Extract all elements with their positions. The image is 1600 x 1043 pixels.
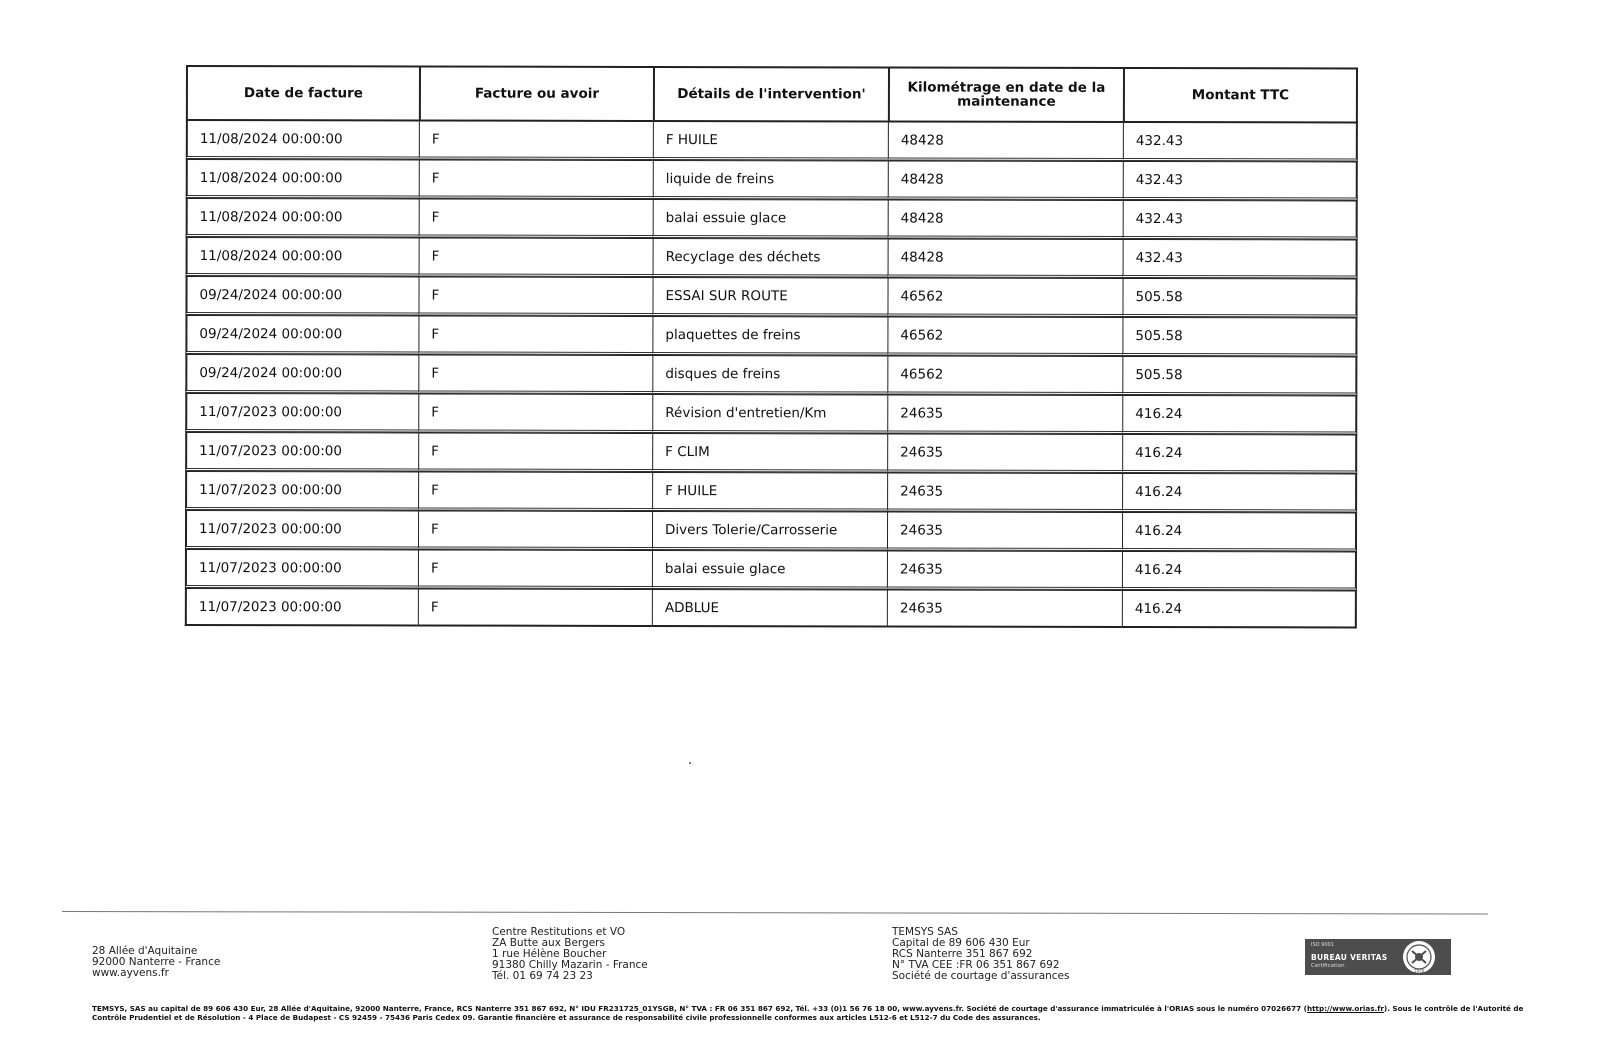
- logo-name-text: BUREAU VERITAS: [1311, 953, 1388, 962]
- cell-invoice-type: F: [418, 354, 652, 393]
- address-line: ZA Butte aux Bergers: [492, 937, 605, 949]
- cell-mileage: 24635: [887, 550, 1122, 589]
- cell-intervention-details: balai essuie glace: [652, 550, 887, 589]
- cell-amount: 505.58: [1122, 278, 1357, 317]
- cell-invoice-type: F: [418, 393, 652, 432]
- cell-intervention-details: F CLIM: [652, 433, 887, 472]
- legal-line-2: Contrôle Prudentiel et de Résolution - 4 Place de Budapest - CS 92459 - 75436 Paris Cedex 09. Garantie financière et assurance de responsabilité civile professionnelle conformes aux articles L512-6 et L512-7 du Code des assurances.: [92, 1013, 1041, 1022]
- cell-amount: 432.43: [1123, 161, 1358, 200]
- cell-mileage: 24635: [887, 433, 1122, 472]
- address-line: Centre Restitutions et VO: [492, 926, 626, 938]
- header-amount-ttc: Montant TTC: [1123, 67, 1358, 121]
- header-mileage: Kilométrage en date de la maintenance: [888, 66, 1123, 120]
- orias-link[interactable]: http://www.orias.fr: [1306, 1004, 1384, 1013]
- table-row: [185, 471, 1357, 512]
- cell-invoice-date: 11/08/2024 00:00:00: [186, 198, 419, 237]
- cell-invoice-type: F: [419, 119, 653, 159]
- table-row: [185, 549, 1357, 590]
- cell-mileage: 24635: [887, 511, 1122, 550]
- footer-company-info: [892, 927, 1070, 982]
- cell-invoice-date: 11/07/2023 00:00:00: [185, 549, 418, 588]
- cell-invoice-date: 09/24/2024 00:00:00: [185, 354, 418, 393]
- table-body: [185, 119, 1358, 628]
- cell-invoice-date: 11/07/2023 00:00:00: [185, 471, 418, 510]
- cell-mileage: 48428: [888, 238, 1123, 277]
- table-row: [186, 237, 1358, 278]
- logo-cert-text: Certification: [1311, 963, 1345, 969]
- cell-intervention-details: Divers Tolerie/Carrosserie: [652, 511, 887, 550]
- cell-intervention-details: ADBLUE: [652, 589, 887, 627]
- cell-invoice-type: F: [418, 276, 652, 315]
- cell-mileage: 48428: [888, 199, 1123, 238]
- cell-amount: 416.24: [1122, 512, 1357, 551]
- cell-invoice-date: 11/07/2023 00:00:00: [185, 432, 418, 471]
- table-row: [185, 276, 1357, 317]
- cell-invoice-type: F: [419, 237, 653, 276]
- cell-invoice-date: 11/07/2023 00:00:00: [185, 393, 418, 432]
- company-capital: Capital de 89 606 430 Eur: [892, 937, 1030, 949]
- header-invoice-date: Date de facture: [186, 65, 419, 119]
- cell-amount: 416.24: [1122, 551, 1357, 590]
- table-header-row: [186, 65, 1358, 121]
- cell-invoice-date: 11/07/2023 00:00:00: [185, 510, 418, 549]
- cell-invoice-type: F: [419, 198, 653, 237]
- cell-mileage: 48428: [888, 160, 1123, 199]
- website-text: www.ayvens.fr: [92, 967, 169, 979]
- table-row: [185, 393, 1357, 434]
- cell-amount: 416.24: [1122, 395, 1357, 434]
- maintenance-table-container: [185, 65, 1358, 628]
- svg-text:1828: 1828: [1413, 968, 1425, 974]
- table-row: [185, 588, 1357, 628]
- cell-amount: 432.43: [1123, 239, 1358, 278]
- cell-amount: 432.43: [1123, 200, 1358, 239]
- cell-mileage: 48428: [888, 120, 1123, 160]
- address-line: 28 Allée d'Aquitaine: [92, 945, 198, 957]
- cell-invoice-date: 09/24/2024 00:00:00: [185, 315, 418, 354]
- cell-invoice-type: F: [418, 432, 652, 471]
- bureau-veritas-logo: [1305, 939, 1451, 975]
- cell-amount: 416.24: [1122, 590, 1357, 628]
- company-name: TEMSYS SAS: [892, 926, 958, 938]
- table-row: [185, 432, 1357, 473]
- cell-invoice-date: 11/08/2024 00:00:00: [186, 159, 419, 198]
- cell-amount: 416.24: [1122, 434, 1357, 473]
- cell-mileage: 46562: [887, 316, 1122, 355]
- address-line: 91380 Chilly Mazarin - France: [492, 959, 648, 971]
- cell-mileage: 24635: [887, 589, 1122, 627]
- footer-divider: [62, 911, 1488, 914]
- cell-invoice-type: F: [419, 159, 653, 198]
- company-rcs: RCS Nanterre 351 867 692: [892, 948, 1033, 960]
- cell-invoice-date: 11/07/2023 00:00:00: [185, 588, 418, 626]
- cell-amount: 432.43: [1123, 121, 1358, 161]
- cell-intervention-details: plaquettes de freins: [652, 316, 887, 355]
- cell-amount: 416.24: [1122, 473, 1357, 512]
- cell-amount: 505.58: [1122, 317, 1357, 356]
- cell-intervention-details: liquide de freins: [653, 160, 888, 199]
- cell-invoice-type: F: [418, 549, 652, 588]
- cell-mileage: 46562: [887, 277, 1122, 316]
- table-row: [185, 510, 1357, 551]
- cell-amount: 505.58: [1122, 356, 1357, 395]
- company-vat: N° TVA CEE :FR 06 351 867 692: [892, 959, 1060, 971]
- cell-intervention-details: balai essuie glace: [653, 199, 888, 238]
- cell-invoice-type: F: [418, 510, 652, 549]
- bureau-veritas-seal-icon: [1383, 939, 1449, 975]
- cell-intervention-details: disques de freins: [652, 355, 887, 394]
- cell-invoice-date: 11/08/2024 00:00:00: [186, 237, 419, 276]
- legal-line-1: TEMSYS, SAS au capital de 89 606 430 Eur, 28 Allée d'Aquitaine, 92000 Nanterre, France, RCS Nanterre 351 867 692, N° IDU FR231725_01YSGB, N° TVA : FR 06 351 867 692, Tél. +33 (0)1 56 76 18 00, www.ayvens.fr. Société de courtage d'assurance immatriculée à l'ORIAS sous le numéro 07026677 (http://www.orias.fr). Sous le contrôle de l'Autorité de: [92, 1004, 1524, 1013]
- scan-speck: [689, 762, 691, 764]
- cell-intervention-details: F HUILE: [652, 472, 887, 511]
- logo-iso-text: ISO 9001: [1311, 942, 1334, 948]
- legal-notice: [92, 1004, 1532, 1023]
- table-row: [186, 159, 1358, 200]
- phone-line: Tél. 01 69 74 23 23: [492, 970, 593, 982]
- table-row: [185, 354, 1357, 395]
- cell-invoice-date: 11/08/2024 00:00:00: [186, 119, 419, 159]
- table-row: [185, 315, 1357, 356]
- cell-intervention-details: Révision d'entretien/Km: [652, 394, 887, 433]
- cell-invoice-type: F: [418, 471, 652, 510]
- header-intervention-details: Détails de l'intervention': [653, 66, 888, 120]
- address-line: 92000 Nanterre - France: [92, 956, 221, 968]
- cell-invoice-date: 09/24/2024 00:00:00: [185, 276, 418, 315]
- company-type: Société de courtage d'assurances: [892, 970, 1070, 982]
- table-row: [186, 198, 1358, 239]
- header-invoice-or-credit: Facture ou avoir: [419, 65, 653, 119]
- footer-center-address: [492, 927, 648, 982]
- address-line: 1 rue Hélène Boucher: [492, 948, 607, 960]
- cell-intervention-details: F HUILE: [653, 120, 888, 160]
- maintenance-history-table: [185, 65, 1358, 628]
- cell-mileage: 46562: [887, 355, 1122, 394]
- cell-invoice-type: F: [418, 315, 652, 354]
- cell-intervention-details: ESSAI SUR ROUTE: [652, 277, 887, 316]
- cell-invoice-type: F: [418, 588, 652, 626]
- cell-mileage: 24635: [887, 472, 1122, 511]
- table-row: [186, 119, 1358, 161]
- cell-mileage: 24635: [887, 394, 1122, 433]
- footer-head-office-address: [92, 946, 220, 979]
- cell-intervention-details: Recyclage des déchets: [653, 238, 888, 277]
